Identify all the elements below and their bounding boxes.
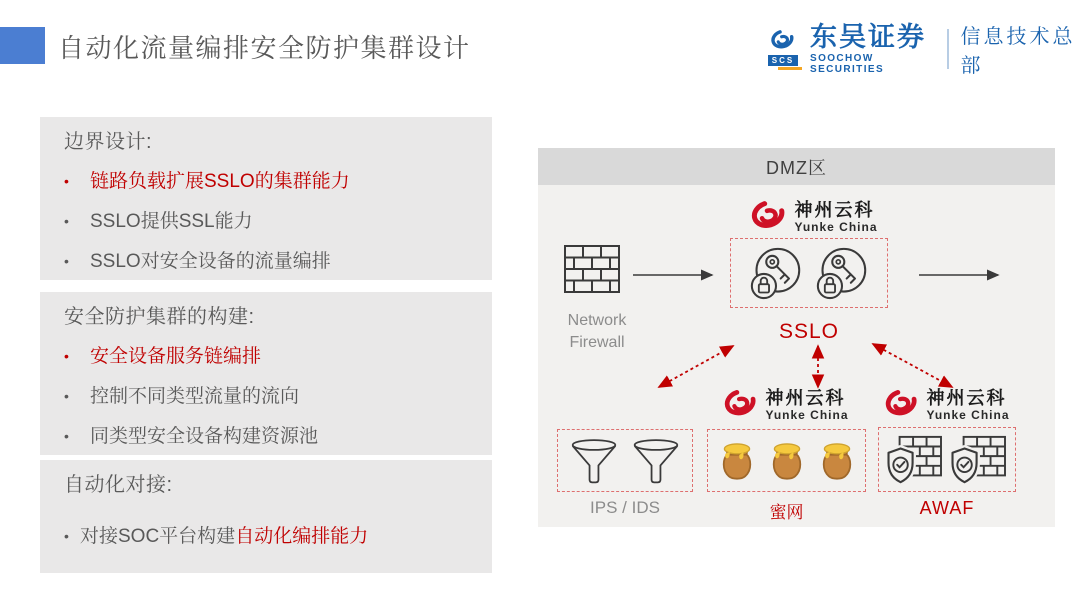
funnel-icon (632, 436, 680, 486)
flow-arrow-in (632, 269, 722, 281)
bullet-dot (64, 384, 90, 409)
bullet-item (64, 169, 482, 194)
bullet-item (64, 249, 482, 274)
bullet-text-red: 自动化编排能力 (235, 526, 369, 547)
vendor-swirl-icon (750, 198, 788, 236)
panel-heading: 自动化对接: (64, 474, 173, 496)
bullet-dot (64, 424, 90, 449)
firewall-label-line1: Network (567, 312, 627, 329)
panel-heading: 边界设计: (64, 131, 153, 153)
panel-automation (40, 460, 492, 573)
ssl-key-lock-icon (750, 245, 802, 301)
honeypot-icon (719, 440, 755, 482)
awaf-label: AWAF (919, 498, 975, 518)
honeypot-icon (769, 440, 805, 482)
bullet-dot (64, 249, 90, 274)
brand-divider (947, 29, 949, 69)
bullet-dot (64, 524, 80, 549)
vendor-swirl-icon (884, 387, 920, 423)
flow-arrow-out (918, 269, 1008, 281)
honeynet-box (707, 429, 866, 492)
vendor-name-cn: 神州云科 (926, 387, 1007, 408)
bullet-text: 安全设备服务链编排 (90, 346, 262, 367)
vendor-name-en: Yunke China (926, 407, 1010, 422)
company-logo (764, 20, 1080, 78)
vendor-logo (734, 198, 894, 236)
bullet-text: 链路负载扩展SSLO的集群能力 (90, 171, 350, 192)
ips-ids-box (557, 429, 693, 492)
company-name-cn: 东吴证券 (810, 22, 926, 52)
firewall-icon (563, 242, 621, 296)
company-name-en: SOOCHOW SECURITIES (810, 53, 885, 75)
title-accent-bar (0, 27, 45, 64)
honeypot-icon (819, 440, 855, 482)
awaf-box (878, 427, 1016, 492)
bullet-text (80, 524, 368, 549)
bullet-text: SSLO提供SSL能力 (90, 211, 253, 232)
bullet-item (64, 209, 482, 234)
shield-firewall-icon (951, 434, 1007, 486)
sslo-box (730, 238, 888, 308)
vendor-logo (867, 387, 1027, 423)
firewall-label-line2: Firewall (569, 334, 625, 351)
bullet-dot (64, 169, 90, 194)
vendor-name-en: Yunke China (765, 407, 849, 422)
bullet-text-normal: 对接SOC平台构建 (80, 526, 236, 547)
bullet-text: 同类型安全设备构建资源池 (90, 426, 319, 447)
soochow-logo-icon (764, 28, 802, 70)
ips-ids-label: IPS / IDS (590, 498, 660, 517)
panel-cluster-build (40, 292, 492, 455)
sslo-label: SSLO (778, 320, 840, 343)
bullet-text: 控制不同类型流量的流向 (90, 386, 300, 407)
dmz-zone-header: DMZ区 (538, 148, 1055, 185)
scs-underline (778, 67, 802, 70)
vendor-name-cn: 神州云科 (765, 387, 846, 408)
shield-firewall-icon (887, 434, 943, 486)
bullet-text: SSLO对安全设备的流量编排 (90, 251, 331, 272)
dmz-diagram (538, 148, 1055, 527)
vendor-swirl-icon (723, 387, 759, 423)
honeynet-label: 蜜网 (769, 503, 804, 522)
funnel-icon (570, 436, 618, 486)
panel-border-design (40, 117, 492, 280)
bullet-item (64, 524, 482, 549)
scs-label: SCS (768, 55, 798, 66)
page-title: 自动化流量编排安全防护集群设计 (58, 33, 471, 63)
panel-heading: 安全防护集群的构建: (64, 306, 255, 328)
vendor-name-cn: 神州云科 (794, 199, 875, 220)
bullet-dot (64, 209, 90, 234)
bullet-item (64, 384, 482, 409)
bullet-item (64, 424, 482, 449)
firewall-label (538, 310, 656, 354)
vendor-logo (706, 387, 866, 423)
bullet-dot (64, 344, 90, 369)
vendor-name-en: Yunke China (794, 219, 878, 234)
soochow-swirl-icon (768, 28, 798, 54)
ssl-key-lock-icon (816, 245, 868, 301)
department-label: 信息技术总部 (960, 26, 1076, 77)
bullet-item (64, 344, 482, 369)
